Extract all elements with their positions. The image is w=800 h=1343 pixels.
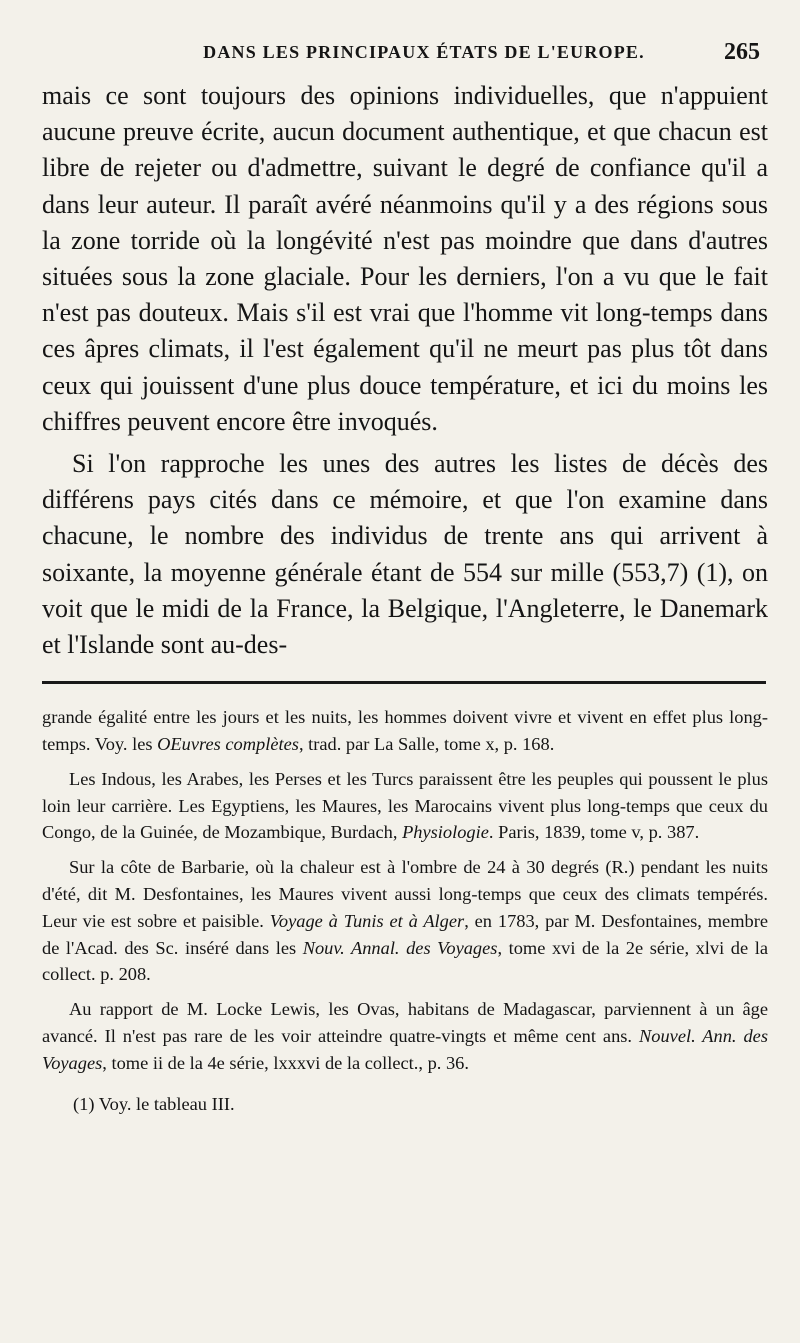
footnote-text: , trad. par La Salle, tome x, p. 168.: [298, 734, 555, 755]
footnote-text: Sur la côte de Barbarie, où la chaleur est à l'ombre de 24 à 30 degrés (R.) pendant les nuits d'été, dit M. Desfontaines, les Maures vivent aussi long-temps que ceux des climats tempérés. Leur vie est sobre et paisible.: [42, 857, 768, 931]
footnote-paragraph: [42, 996, 768, 1076]
book-title: Voyage à Tunis et à Alger: [269, 910, 465, 931]
footnote-text: , en 1783, par M. Desfontaines, membre de l'Acad. des Sc. inséré dans les: [42, 910, 768, 958]
footnote-text: , tome xvi de la 2e série, xlvi de la collect. p. 208.: [42, 937, 768, 985]
main-text: [42, 78, 768, 663]
footnotes: [42, 704, 768, 1117]
running-title: DANS LES PRINCIPAUX ÉTATS DE L'EUROPE.: [203, 42, 645, 62]
book-title: OEuvres complètes: [157, 734, 299, 755]
footnote-text: Les Indous, les Arabes, les Perses et les Turcs paraissent être les peuples qui poussent le plus loin leur carrière. Les Egyptiens, les Maures, les Marocains vivent plus long-temps que ceux du Congo, de la Guinée, de Mozambique, Burdach,: [42, 768, 768, 843]
footnote-rule: [42, 681, 766, 684]
footnote-1: (1) Voy. le tableau III.: [73, 1093, 235, 1114]
footnote-paragraph: [42, 766, 768, 846]
paragraph-1: mais ce sont toujours des opinions individuelles, que n'appuient aucune preuve écrite, aucun document authentique, et que chacun est libre de rejeter ou d'admettre, suivant le degré de confiance qu'il a dans leur auteur. Il paraît avéré néanmoins qu'il y a des régions sous la zone torride où la longévité n'est pas moindre que dans d'autres situées sous la zone glaciale. Pour les derniers, l'on a vu que le fait n'est pas douteux. Mais s'il est vrai que l'homme vit long-temps dans ces âpres climats, il l'est également qu'il ne meurt pas plus tôt dans ceux qui jouissent d'une plus douce température, et ici du moins les chiffres peuvent encore être invoqués.: [42, 81, 768, 436]
footnote-text: grande égalité entre les jours et les nuits, les hommes doivent vivre et vivent en effet plus long-temps. Voy. les: [42, 707, 768, 755]
page-header: [42, 34, 768, 70]
footnote-text: , tome ii de la 4e série, lxxxvi de la collect., p. 36.: [102, 1052, 469, 1073]
journal-title: Nouv. Annal. des Voyages: [302, 937, 498, 958]
footnote-text: Au rapport de M. Locke Lewis, les Ovas, habitans de Madagascar, parviennent à un âge avancé. Il n'est pas rare de les voir atteindre quatre-vingts et même cent ans.: [42, 999, 768, 1047]
journal-title: Nouvel. Ann. des Voyages: [42, 1026, 769, 1073]
footnote-paragraph: [42, 854, 768, 988]
book-title: Physiologie: [402, 822, 489, 843]
page-number: 265: [724, 39, 760, 65]
footnote-continuation: [42, 704, 768, 758]
paragraph-2: Si l'on rapproche les unes des autres les listes de décès des différens pays cités dans ce mémoire, et que l'on examine dans chacune, le nombre des individus de trente ans qui arrivent à soixante, la moyenne générale étant de 554 sur mille (553,7) (1), on voit que le midi de la France, la Belgique, l'Angleterre, le Danemark et l'Islande sont au-des-: [42, 449, 768, 660]
footnote-text: . Paris, 1839, tome v, p. 387.: [488, 822, 700, 843]
